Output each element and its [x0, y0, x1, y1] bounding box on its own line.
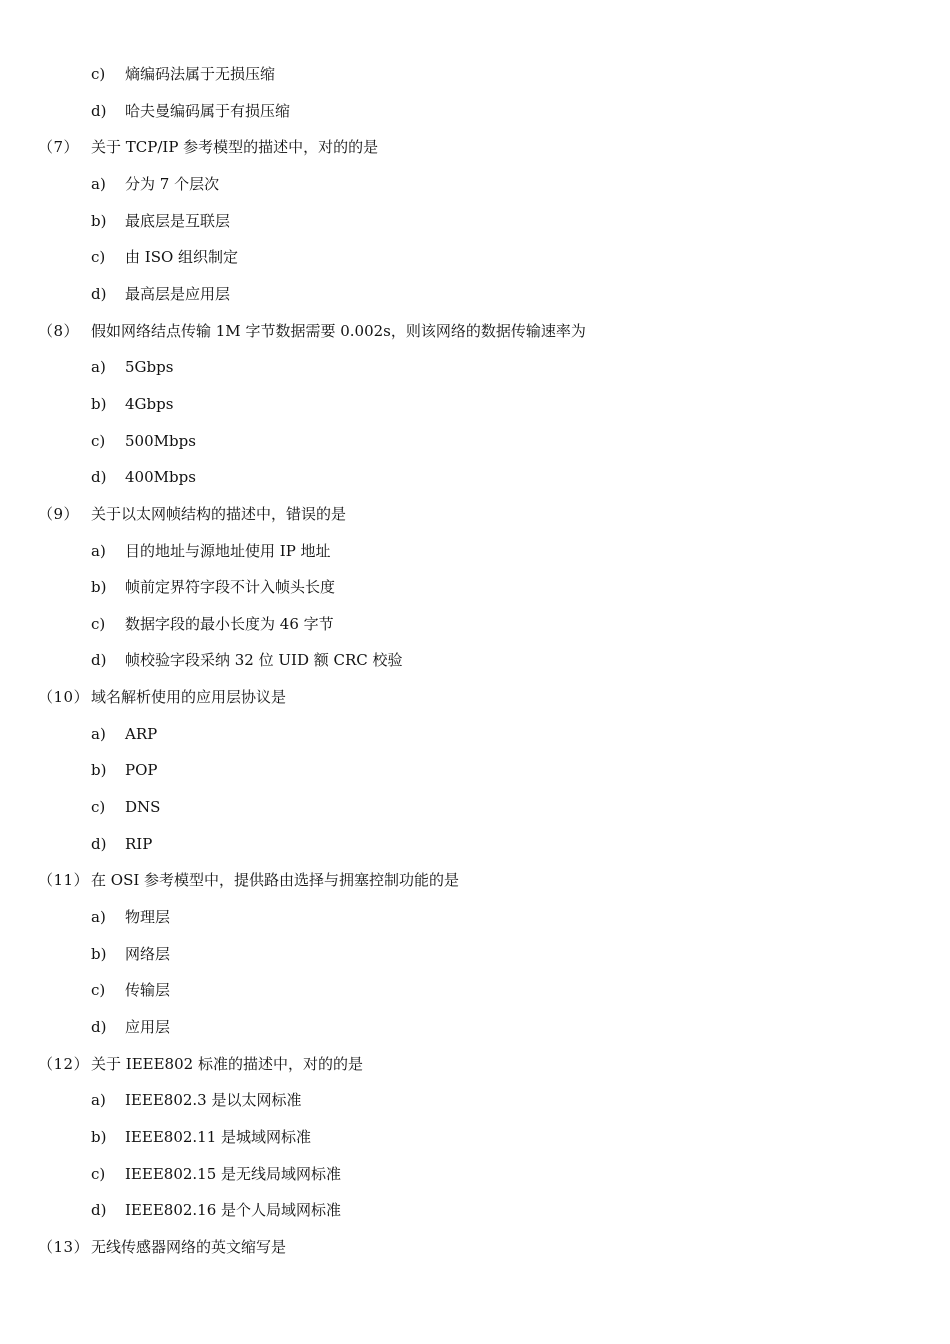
option-text: 帧前定界符字段不计入帧头长度	[125, 578, 336, 597]
option-line	[0, 355, 950, 379]
question-line	[0, 135, 950, 159]
option-line	[0, 722, 950, 746]
option-text: 物理层	[125, 907, 171, 926]
question-number: （9）	[38, 504, 80, 523]
question-line	[0, 868, 950, 892]
option-line	[0, 905, 950, 929]
option-letter: c)	[91, 798, 106, 816]
option-text: DNS	[125, 798, 161, 816]
option-letter: b)	[91, 944, 107, 963]
option-letter: a)	[91, 724, 106, 743]
question-number: （10）	[38, 688, 90, 706]
question-text: 关于 TCP/IP 参考模型的描述中，对的的是	[91, 138, 379, 157]
question-line	[0, 1052, 950, 1076]
option-line	[0, 429, 950, 453]
option-text: 帧校验字段采纳 32 位 UID 额 CRC 校验	[125, 651, 403, 670]
question-text: 假如网络结点传输 1M 字节数据需要 0.002s，则该网络的数据传输速率为	[91, 321, 586, 340]
option-line	[0, 1015, 950, 1039]
option-letter: a)	[91, 358, 106, 377]
question-text: 无线传感器网络的英文缩写是	[91, 1237, 287, 1256]
option-line	[0, 99, 950, 123]
option-line	[0, 978, 950, 1002]
option-text: 由 ISO 组织制定	[125, 248, 239, 267]
option-text: RIP	[125, 834, 153, 853]
option-line	[0, 1198, 950, 1222]
option-line	[0, 245, 950, 269]
option-letter: a)	[91, 907, 106, 926]
option-text: 最底层是互联层	[125, 211, 231, 230]
option-text: IEEE802.15 是无线局域网标准	[125, 1164, 342, 1183]
option-line	[0, 832, 950, 856]
option-text: 5Gbps	[125, 358, 174, 377]
option-letter: d)	[91, 1017, 107, 1036]
option-text: IEEE802.16 是个人局域网标准	[125, 1201, 342, 1220]
option-letter: d)	[91, 284, 107, 303]
question-line	[0, 685, 950, 709]
option-letter: b)	[91, 761, 107, 780]
option-line	[0, 465, 950, 489]
question-line	[0, 502, 950, 526]
option-text: 目的地址与源地址使用 IP 地址	[125, 541, 331, 560]
question-text: 关于 IEEE802 标准的描述中，对的的是	[91, 1054, 363, 1073]
question-text: 关于以太网帧结构的描述中，错误的是	[91, 504, 347, 523]
question-number: （8）	[38, 321, 80, 340]
question-number: （7）	[38, 138, 80, 157]
option-letter: d)	[91, 101, 107, 120]
option-text: 网络层	[125, 944, 171, 963]
option-letter: c)	[91, 981, 106, 1000]
question-number: （12）	[38, 1054, 90, 1073]
option-text: 分为 7 个层次	[125, 174, 220, 193]
option-letter: d)	[91, 468, 107, 487]
option-line	[0, 1088, 950, 1112]
option-letter: a)	[91, 1091, 106, 1110]
question-line	[0, 1235, 950, 1259]
option-line	[0, 758, 950, 782]
option-letter: c)	[91, 1164, 106, 1183]
option-text: IEEE802.11 是城域网标准	[125, 1127, 312, 1146]
option-text: 4Gbps	[125, 394, 174, 413]
option-line	[0, 795, 950, 819]
option-text: IEEE802.3 是以太网标准	[125, 1091, 302, 1110]
option-letter: b)	[91, 211, 107, 230]
option-line	[0, 648, 950, 672]
option-text: 熵编码法属于无损压缩	[125, 65, 276, 83]
option-line	[0, 539, 950, 563]
option-text: 数据字段的最小长度为 46 字节	[125, 614, 334, 633]
option-text: 传输层	[125, 981, 171, 1000]
option-letter: d)	[91, 1201, 107, 1220]
option-letter: a)	[91, 541, 106, 560]
question-text: 域名解析使用的应用层协议是	[91, 688, 287, 706]
option-text: 500Mbps	[125, 431, 196, 450]
option-line	[0, 575, 950, 599]
option-letter: c)	[91, 65, 106, 83]
option-line	[0, 612, 950, 636]
option-line	[0, 942, 950, 966]
option-text: 应用层	[125, 1017, 171, 1036]
option-line	[0, 209, 950, 233]
option-letter: d)	[91, 834, 107, 853]
option-letter: a)	[91, 174, 106, 193]
question-line	[0, 319, 950, 343]
option-line	[0, 392, 950, 416]
option-text: 哈夫曼编码属于有损压缩	[125, 101, 291, 120]
option-line	[0, 1125, 950, 1149]
option-letter: c)	[91, 431, 106, 450]
option-line	[0, 1162, 950, 1186]
option-letter: c)	[91, 248, 106, 267]
option-letter: b)	[91, 394, 107, 413]
option-text: ARP	[125, 724, 158, 743]
question-number: （13）	[38, 1237, 90, 1256]
option-text: POP	[125, 761, 158, 780]
option-text: 最高层是应用层	[125, 284, 231, 303]
option-line	[0, 62, 950, 86]
option-letter: d)	[91, 651, 107, 670]
option-line	[0, 282, 950, 306]
option-text: 400Mbps	[125, 468, 196, 487]
option-letter: b)	[91, 578, 107, 597]
question-text: 在 OSI 参考模型中，提供路由选择与拥塞控制功能的是	[91, 871, 460, 890]
option-letter: c)	[91, 614, 106, 633]
option-line	[0, 172, 950, 196]
option-letter: b)	[91, 1127, 107, 1146]
question-number: （11）	[38, 871, 90, 890]
